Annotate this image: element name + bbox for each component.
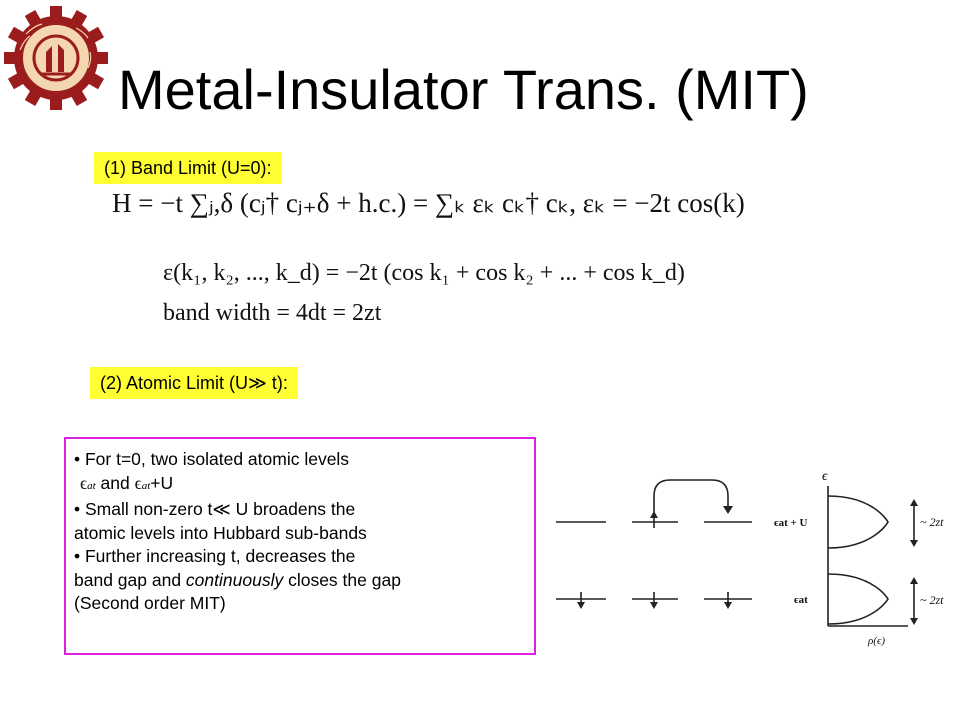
atomic-limit-label: (2) Atomic Limit (U≫ t): bbox=[90, 367, 298, 399]
bullet-3-line-3: (Second order MIT) bbox=[74, 593, 226, 613]
epsilon-symbol: ϵ bbox=[134, 472, 142, 493]
upper-width-arrow-bottom bbox=[910, 540, 918, 547]
lower-level-label: ϵat bbox=[794, 594, 808, 606]
bullet-1-line-2 bbox=[74, 472, 544, 499]
upper-width-arrow-top bbox=[910, 499, 918, 506]
continuously-emphasis: continuously bbox=[185, 569, 284, 590]
bandwidth-equation: band width = 4dt = 2zt bbox=[163, 300, 382, 326]
lower-width-arrow-bottom bbox=[910, 618, 918, 625]
dos-axis-label: ρ(ϵ) bbox=[868, 635, 886, 647]
spin-up-arrowhead bbox=[650, 511, 658, 518]
lower-width-label: ~ 2zt bbox=[920, 593, 944, 607]
lower-width-arrow-top bbox=[910, 577, 918, 584]
hubbard-band-diagram bbox=[540, 462, 960, 662]
bullet-2-line-2: atomic levels into Hubbard sub-bands bbox=[74, 522, 367, 543]
bullet-3-line-1: • Further increasing t, decreases the bbox=[74, 546, 356, 566]
university-seal-logo bbox=[2, 4, 110, 112]
hopping-arrow bbox=[654, 480, 728, 518]
plus-u-text: +U bbox=[150, 472, 174, 493]
bullet-3-line-2 bbox=[74, 569, 544, 593]
explanation-bullets bbox=[74, 448, 544, 616]
hopping-arrowhead bbox=[723, 506, 733, 514]
bullet-1-line-1: • For t=0, two isolated atomic levels bbox=[74, 449, 350, 469]
at-subscript: at bbox=[87, 479, 96, 492]
band-limit-label: (1) Band Limit (U=0): bbox=[94, 152, 282, 184]
energy-axis-label: ϵ bbox=[822, 469, 828, 484]
spin-down-arrowhead bbox=[650, 602, 658, 609]
slide-title: Metal-Insulator Trans. (MIT) bbox=[118, 58, 809, 121]
at-subscript: at bbox=[141, 479, 151, 492]
bullet-2-line-1: • Small non-zero t≪ U broadens the bbox=[74, 499, 356, 519]
bullet-3-text-pre: band gap and bbox=[74, 569, 186, 590]
upper-width-label: ~ 2zt bbox=[920, 515, 944, 529]
epsilon-symbol: ϵ bbox=[80, 472, 88, 493]
spin-down-arrowhead bbox=[724, 602, 732, 609]
dispersion-equation: ε(k₁, k₂, ..., k_d) = −2t (cos k₁ + cos k₂ + ... + cos k_d) bbox=[163, 260, 685, 286]
upper-band-dos bbox=[828, 496, 888, 548]
bullet-3-text-post: closes the gap bbox=[283, 569, 401, 590]
hamiltonian-equation: H = −t ∑ⱼ,δ (cⱼ† cⱼ₊δ + h.c.) = ∑ₖ εₖ cₖ† cₖ, εₖ = −2t cos(k) bbox=[112, 188, 745, 218]
upper-level-label: ϵat + U bbox=[774, 517, 808, 529]
and-text: and bbox=[95, 472, 135, 493]
spin-down-arrowhead bbox=[577, 602, 585, 609]
lower-band-dos bbox=[828, 574, 888, 624]
